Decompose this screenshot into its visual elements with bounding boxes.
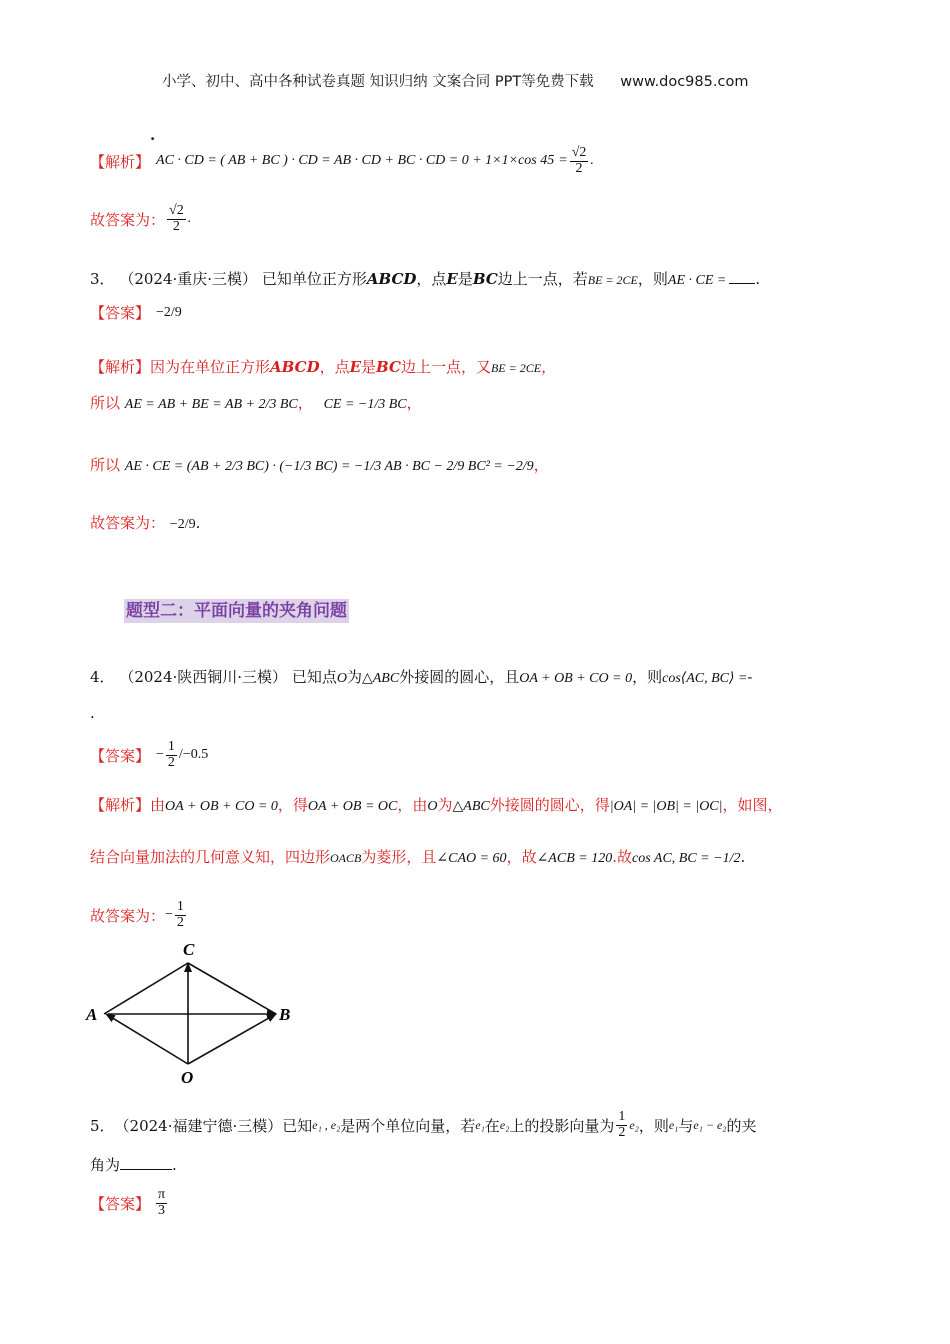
q4-e3: ，由 — [397, 796, 428, 814]
q5-text4: 上的投影向量为 — [509, 1116, 615, 1135]
edge-a-c — [104, 963, 188, 1014]
q4-e1-expr: OA + OB + CO = 0 — [165, 799, 278, 814]
q3-source: （2024·重庆·三模） — [119, 270, 258, 288]
q3-exp-text1: 因为在单位正方形 — [150, 358, 271, 376]
q3-bc: BC — [472, 270, 498, 288]
q3-final-answer: 故答案为： −2/9. — [90, 514, 201, 532]
gu-label: 故答案为： — [90, 906, 166, 925]
q3-exp-line3: 所以 AE · CE = (AB + 2/3 BC) · (−1/3 BC) = −1/3 AB · BC − 2/9 BC² = −2/9， — [90, 456, 549, 474]
q4-o: O — [336, 671, 347, 686]
suoyi-label: 所以 — [90, 394, 121, 412]
gu-label: 故答案为： — [90, 210, 166, 229]
q4-answer-fraction: $\frac{1}{2}$ — [167, 739, 175, 770]
q5-text5: ，则 — [638, 1116, 669, 1135]
q4-question: 4． （2024·陕西铜川·三模） 已知点O为△ABC外接圆的圆心，且OA + OB + CO = 0，则cos⟨AC, BC⟩ =- — [90, 668, 753, 686]
label-a: A — [86, 1005, 98, 1024]
q3-exp-cond: BE = 2CE — [490, 361, 542, 375]
q4-number: 4． — [90, 668, 115, 686]
label-c: C — [183, 940, 195, 959]
q4-angle1: ∠CAO = 60 — [436, 851, 507, 866]
q3-ce-expression: CE = −1/3 BC — [323, 397, 407, 412]
q2-answer-fraction — [167, 204, 186, 234]
q3-exp-bc: BC — [376, 358, 401, 376]
q5-question — [90, 1110, 756, 1140]
label-o: O — [181, 1068, 194, 1087]
q2-num: √2 — [571, 145, 587, 160]
q4-e4: 为 — [437, 796, 453, 814]
q5-text7: 的夹 — [726, 1116, 757, 1135]
page-header — [162, 70, 748, 91]
q5-e1-b: e₁ — [668, 1117, 679, 1132]
suoyi-label: 所以 — [90, 456, 121, 474]
q5-e2: e₂ — [499, 1117, 510, 1132]
q5-e1: e₁ — [475, 1117, 485, 1132]
q3-text4: 边上一点，若 — [497, 270, 588, 288]
q2-answer-den: 2 — [172, 218, 180, 234]
q4-text1: 已知点 — [291, 668, 337, 686]
q3-number: 3． — [90, 270, 115, 288]
gu-label: 故答案为： — [90, 514, 166, 532]
q2-den: 2 — [575, 160, 583, 176]
q4-exp-line1 — [90, 794, 783, 815]
header-left: 小学、初中、高中各种试卷真题 知识归纳 文案合同 PPT等免费下载 — [162, 74, 594, 90]
daan-label: 【答案】 — [90, 746, 151, 765]
q4-period: . — [90, 704, 95, 722]
edge-o-a — [106, 1014, 188, 1064]
q5-blank — [120, 1168, 172, 1170]
q4-final-answer: 故答案为： − $\frac{1}{2}$ — [90, 899, 184, 930]
q4-answer-alt: −0.5 — [182, 747, 209, 763]
q5-answer-fraction: $\frac{\pi}{3}$ — [158, 1187, 166, 1218]
daan-label: 【答案】 — [90, 304, 151, 322]
q3-text1: 已知单位正方形 — [261, 270, 367, 288]
q4-e5-expr: |OA| = |OB| = |OC| — [609, 799, 723, 814]
q5-text1: 已知 — [282, 1116, 313, 1135]
q3-answer-value: −2/9 — [156, 304, 182, 320]
q2-explanation: 【解析】 AC · CD = ( AB + BC ) · CD = AB · CD + BC · CD = 0 + 1×1×cos 45 = $\frac{√2}{2}$ . — [90, 145, 594, 176]
q3-condition: BE = 2CE — [587, 273, 638, 287]
q4-e2: ，得 — [277, 796, 308, 814]
q4-exp-tri: △ABC — [452, 799, 490, 814]
q3-exp-line2: 所以 AE = AB + BE = AB + 2/3 BC， CE = −1/3 BC， — [90, 394, 422, 412]
q4-text2: 为 — [346, 668, 362, 686]
q3-exp-text3: 是 — [361, 358, 377, 376]
section-heading — [124, 596, 349, 621]
q2-fraction — [570, 146, 589, 176]
q3-expression: AE · CE = — [667, 273, 727, 288]
q4-source: （2024·陕西铜川·三模） — [119, 668, 288, 686]
jiexi-label: 【解析】 — [90, 796, 151, 814]
jiexi-label: 【解析】 — [90, 358, 151, 376]
q5-text2: 是两个单位向量，若 — [340, 1116, 476, 1135]
q4-text3: 外接圆的圆心，且 — [399, 668, 520, 686]
q3-ae-expression: AE = AB + BE = AB + 2/3 BC — [124, 397, 298, 412]
q3-exp-abcd: ABCD — [270, 358, 320, 376]
edge-o-b — [188, 1014, 276, 1064]
q4-l2a: 结合向量加法的几何意义知，四边形 — [90, 848, 331, 866]
q3-text3: 是 — [457, 270, 473, 288]
q4-text4: ，则 — [632, 668, 663, 686]
q3-abcd: ABCD — [366, 270, 417, 288]
q4-final-fraction: $\frac{1}{2}$ — [176, 899, 184, 930]
q5-proj-fraction: $\frac{1}{2}$ — [618, 1109, 626, 1140]
edge-c-b — [188, 963, 276, 1014]
header-right: www.doc985.com — [620, 74, 749, 90]
q3-exp-line1: 【解析】因为在单位正方形ABCD，点E是BC边上一点，又BE = 2CE， — [90, 358, 557, 376]
q4-l2d: .故 — [612, 848, 632, 866]
q5-source: （2024·福建宁德·三模） — [114, 1116, 283, 1135]
q4-angle2: ∠ACB = 120 — [536, 851, 613, 866]
q4-e5: 外接圆的圆心，得 — [489, 796, 610, 814]
q4-e1: 由 — [150, 796, 166, 814]
q5-diff: e₁ − e₂ — [693, 1117, 727, 1132]
q4-result: cos AC, BC = −1/2 — [631, 851, 741, 866]
q5-question-line2: 角为 . — [90, 1156, 177, 1174]
q4-condition: OA + OB + CO = 0 — [519, 671, 633, 686]
jiexi-label: 【解析】 — [90, 152, 151, 171]
label-b: B — [279, 1005, 291, 1024]
q3-final-value: −2/9 — [169, 517, 196, 532]
q3-exp-text4: 边上一点，又 — [400, 358, 491, 376]
q5-text6: 与 — [678, 1116, 694, 1135]
q4-exp-o: O — [427, 799, 438, 814]
q4-triangle: △ABC — [361, 671, 400, 686]
q4-quad: OACB — [330, 851, 362, 865]
rhombus-figure — [80, 936, 310, 1096]
q3-e: E — [446, 270, 458, 288]
q4-l2b: 为菱形，且 — [361, 848, 437, 866]
q2-answer: 故答案为： $\frac{√2}{2}$ . — [90, 203, 192, 234]
q4-exp-line2: 结合向量加法的几何意义知，四边形OACB为菱形，且∠CAO = 60，故∠ACB = 120.故cos AC, BC = −1/2. — [90, 848, 746, 866]
q4-l2c: ，故 — [506, 848, 537, 866]
q4-cos: cos⟨AC, BC⟩ = — [662, 671, 748, 686]
stray-dot: . — [150, 126, 156, 144]
q3-dot-expression: AE · CE = (AB + 2/3 BC) · (−1/3 BC) = −1/3 AB · BC − 2/9 BC² = −2/9 — [124, 459, 534, 474]
q5-answer — [90, 1188, 169, 1218]
q4-e6: ，如图， — [722, 796, 783, 814]
q5-text8: 角为 — [90, 1156, 121, 1174]
q2-formula: AC · CD = ( AB + BC ) · CD = AB · CD + BC · CD = 0 + 1×1×cos 45 — [156, 153, 555, 169]
q3-blank — [729, 282, 755, 284]
q5-e12: e₁ , e₂ — [312, 1117, 341, 1132]
section-title: 题型二：平面向量的夹角问题 — [126, 601, 347, 621]
q3-text2: ，点 — [416, 270, 447, 288]
q5-number: 5． — [90, 1116, 115, 1135]
q2-degree: = — [558, 153, 568, 169]
q3-exp-text2: ，点 — [319, 358, 350, 376]
q3-text5: ，则 — [637, 270, 668, 288]
q3-answer — [90, 302, 182, 323]
q2-answer-num: √2 — [169, 203, 184, 218]
q3-exp-e: E — [349, 358, 362, 376]
q4-answer: 【答案】 − $\frac{1}{2}$ / −0.5 — [90, 739, 209, 770]
daan-label: 【答案】 — [90, 1194, 151, 1213]
q5-text3: 在 — [484, 1116, 500, 1135]
q3-question: 3． （2024·重庆·三模） 已知单位正方形ABCD，点E是BC边上一点，若BE = 2CE，则AE · CE = . — [90, 270, 761, 288]
q5-proj-e2: e₂ — [629, 1117, 639, 1132]
q4-e2-expr: OA + OB = OC — [307, 799, 398, 814]
